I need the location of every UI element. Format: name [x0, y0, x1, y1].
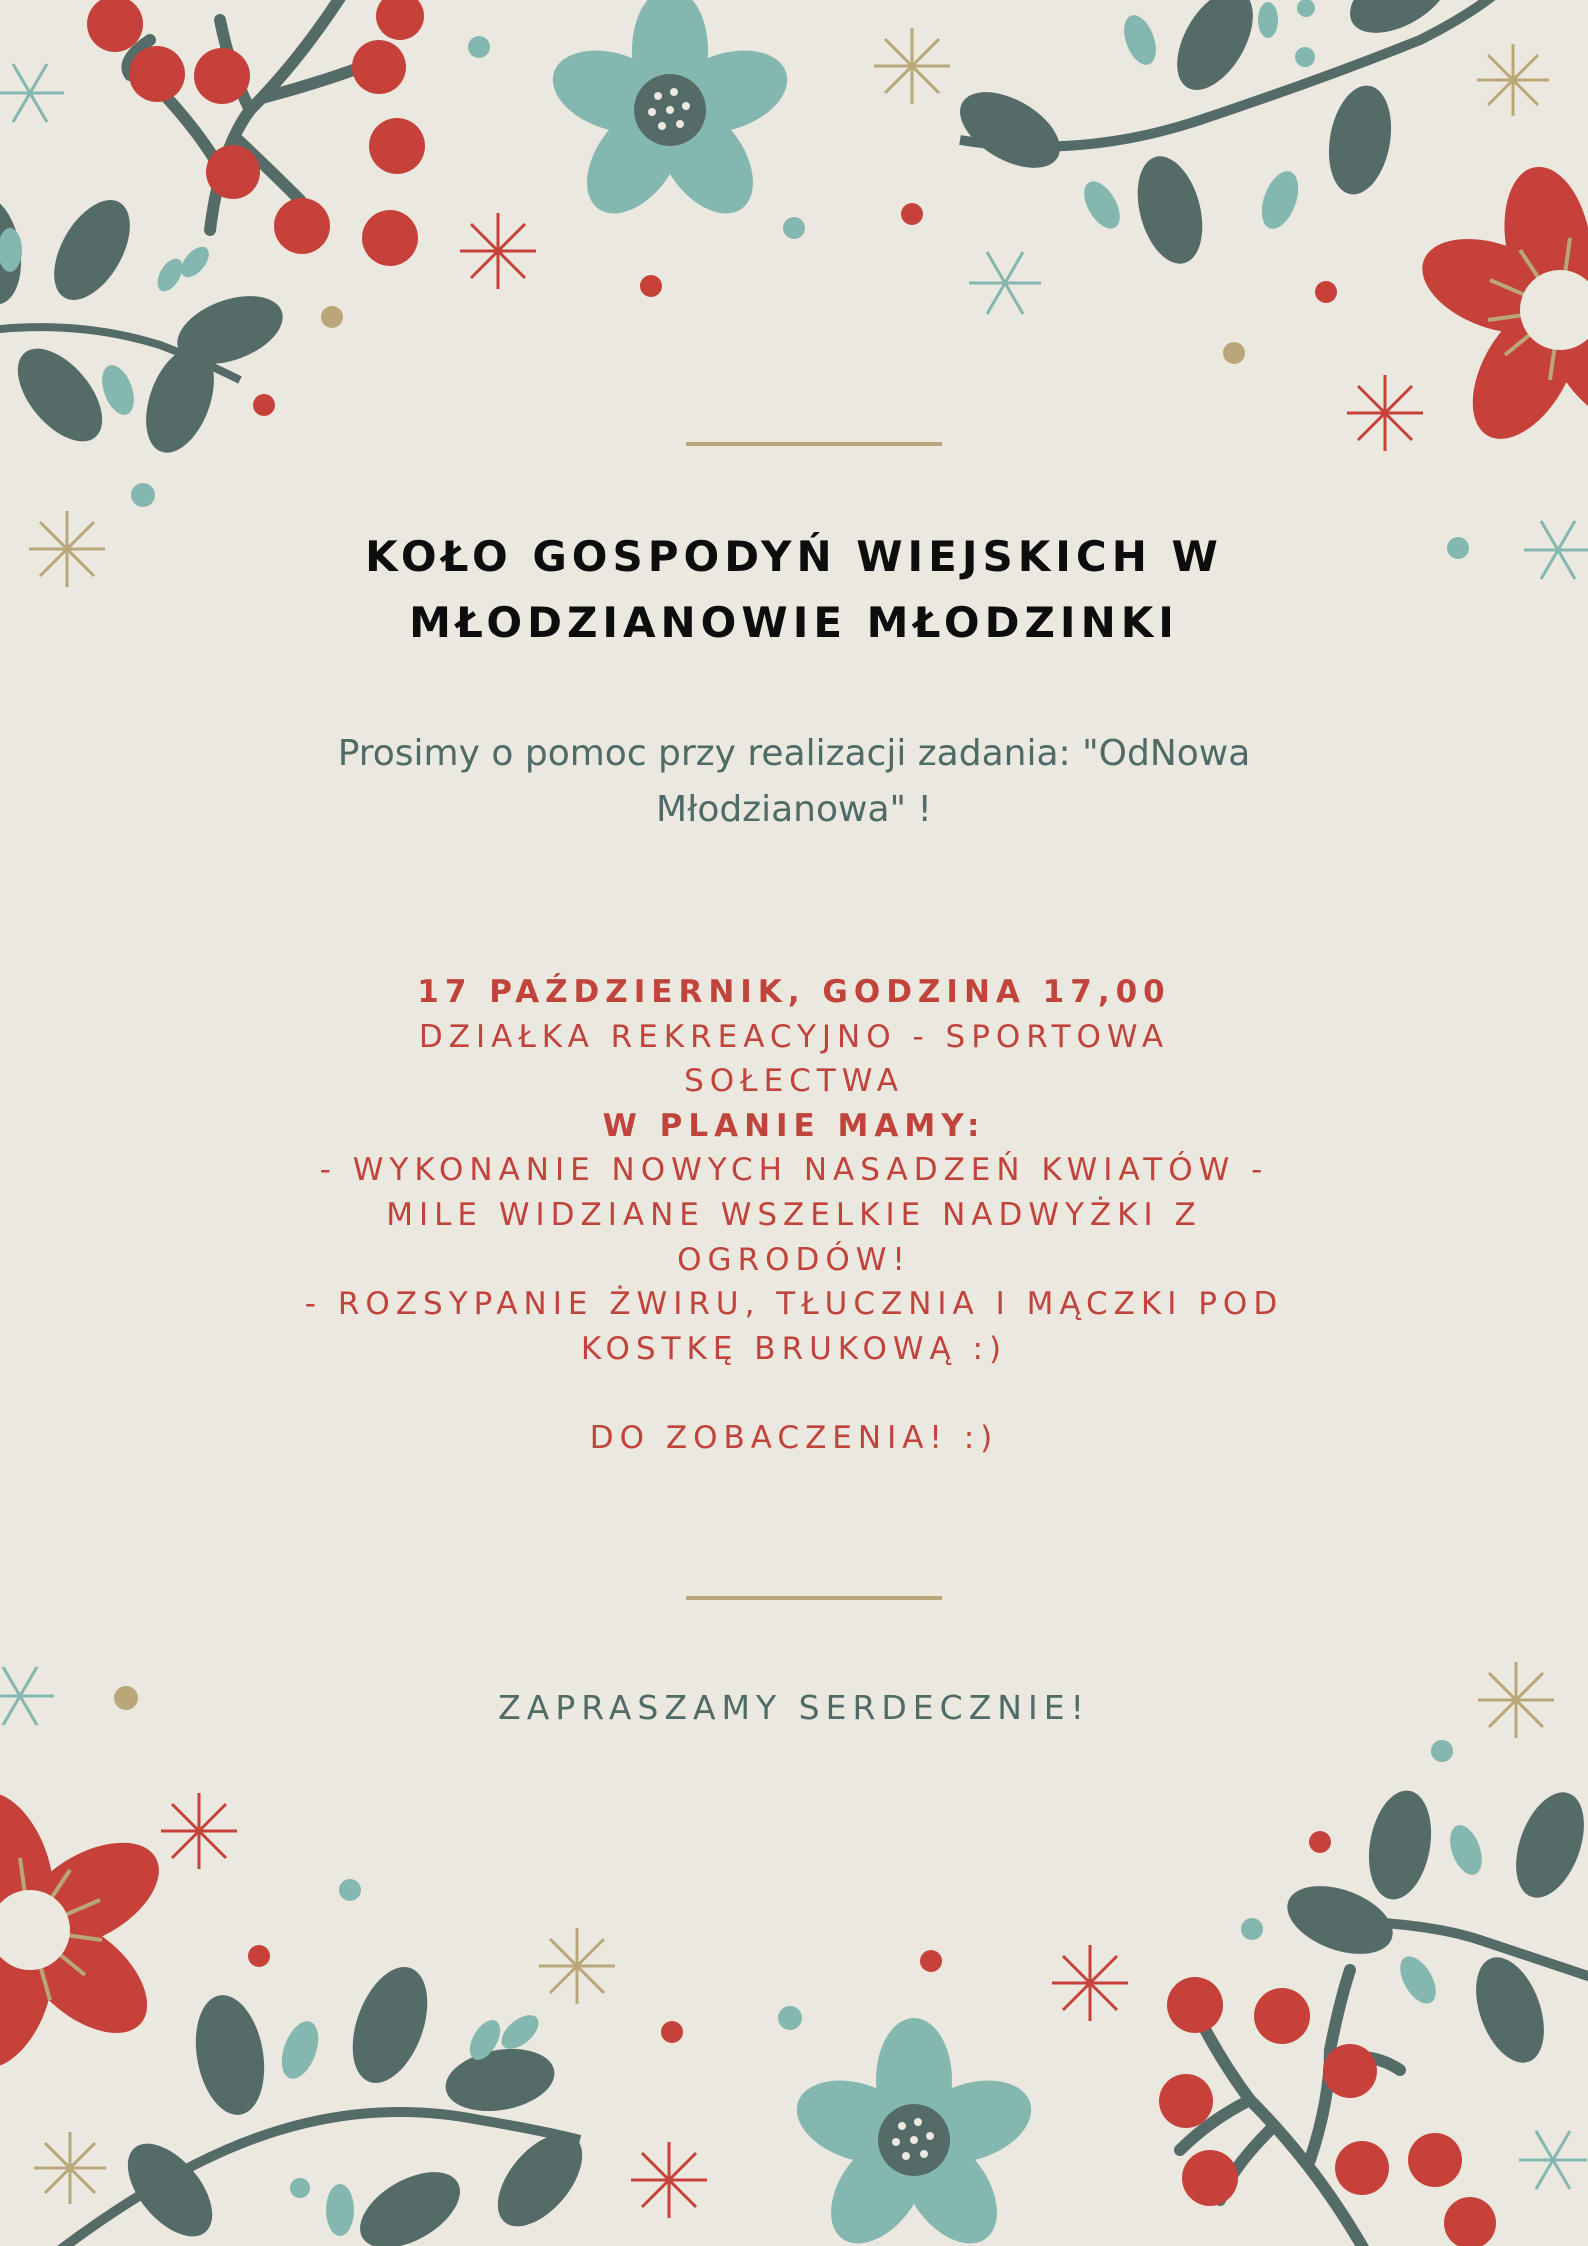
page-title [0, 524, 1588, 656]
divider-bottom [686, 1596, 942, 1600]
divider-top [686, 442, 942, 446]
task-2-line-2: KOSTKĘ BRUKOWĄ :) [580, 1330, 1008, 1367]
leaf-branch-icon [1278, 1740, 1588, 2072]
task-1-line-2: MILE WIDZIANE WSZELKIE NADWYŻKI Z [386, 1196, 1202, 1233]
spacer [240, 1371, 1348, 1416]
intro-line-2: Młodzianowa" ! [656, 789, 932, 830]
title-line-2: MŁODZIANOWIE MŁODZINKI [409, 598, 1179, 647]
teal-flower-icon [786, 2018, 1042, 2246]
task-1-line-3: OGRODÓW! [677, 1241, 911, 1278]
leaf-branch-icon [60, 1879, 802, 2246]
red-poinsettia-icon [0, 1779, 177, 2080]
task-1-line-1: - WYKONANIE NOWYCH NASADZEŃ KWIATÓW - [319, 1152, 1269, 1189]
intro-text [300, 726, 1288, 838]
event-details [240, 970, 1348, 1461]
event-date-time: 17 PAŹDZIERNIK, GODZINA 17,00 [417, 974, 1171, 1010]
plan-heading: W PLANIE MAMY: [602, 1107, 986, 1144]
leaf-branch-icon [947, 0, 1500, 271]
title-line-1: KOŁO GOSPODYŃ WIEJSKICH W [365, 532, 1223, 581]
intro-line-1: Prosimy o pomoc przy realizacji zadania: "OdNowa [337, 733, 1251, 774]
teal-flower-icon [542, 0, 798, 231]
farewell-text: DO ZOBACZENIA! :) [589, 1419, 999, 1456]
task-2-line-1: - ROZSYPANIE ŻWIRU, TŁUCZNIA I MĄCZKI POD [304, 1286, 1284, 1323]
red-poinsettia-icon [1409, 160, 1588, 457]
invitation-text: ZAPRASZAMY SERDECZNIE! [498, 1688, 1090, 1727]
berry-branch-icon [87, 0, 425, 266]
berry-branch-icon [1159, 1970, 1496, 2246]
event-place-line-1: DZIAŁKA REKREACYJNO - SPORTOWA [418, 1018, 1170, 1055]
event-place-line-2: SOŁECTWA [684, 1063, 904, 1100]
